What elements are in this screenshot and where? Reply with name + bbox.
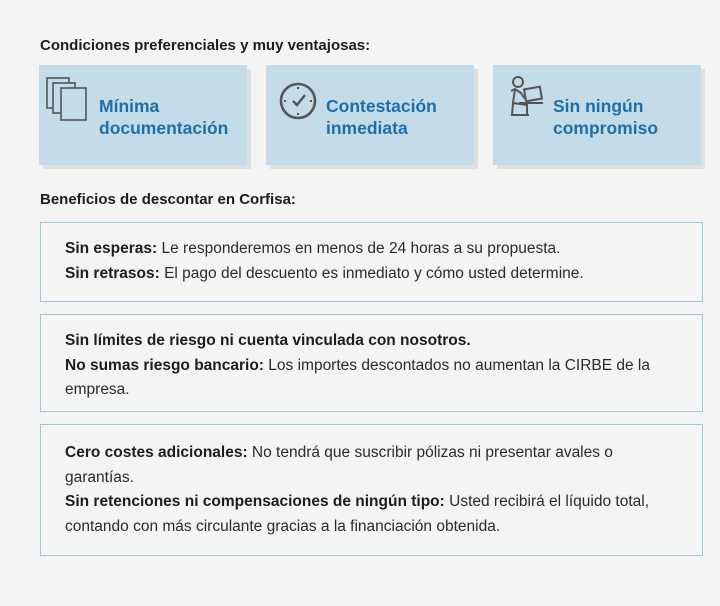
benefit-title: Sin retenciones ni compensaciones de ningún tipo: — [65, 493, 445, 510]
card-minimal-documentation — [39, 65, 247, 165]
benefit-line — [65, 490, 678, 539]
benefit-box — [40, 222, 703, 302]
benefit-line — [65, 329, 678, 354]
benefit-line — [65, 441, 678, 490]
benefit-title: Sin esperas: — [65, 240, 158, 257]
benefit-title: Sin retrasos: — [65, 264, 160, 282]
person-laptop-icon — [499, 75, 547, 123]
benefits-heading: Beneficios de descontar en Corfisa: — [40, 191, 296, 208]
benefit-text: Le responderemos en menos de 24 horas a su propuesta. — [157, 240, 561, 257]
card-label: Mínima documentación — [99, 96, 229, 138]
card-label: Sin ningún compromiso — [553, 96, 659, 138]
benefit-title: Sin límites de riesgo ni cuenta vinculada con nosotros. — [65, 332, 471, 349]
benefit-title: No sumas riesgo bancario: — [65, 356, 264, 374]
benefit-line — [65, 262, 678, 287]
benefit-text: Los importes descontados no aumentan la CIRBE de la empresa. — [65, 356, 650, 398]
benefit-text: Usted recibirá el líquido total, contando con más circulante gracias a la financiación obtenida. — [65, 493, 649, 535]
benefit-title: Cero costes adicionales: — [65, 444, 248, 461]
card-no-commitment — [493, 65, 701, 165]
card-immediate-answer — [266, 65, 474, 165]
benefit-box — [40, 424, 703, 556]
conditions-heading: Condiciones preferenciales y muy ventajosas: — [40, 37, 371, 54]
benefit-text: No tendrá que suscribir pólizas ni presentar avales o garantías. — [65, 444, 613, 486]
benefit-text: El pago del descuento es inmediato y cómo usted determine. — [159, 264, 584, 282]
benefit-line — [65, 237, 678, 262]
documents-icon — [45, 75, 93, 123]
card-label: Contestación inmediata — [326, 96, 437, 138]
benefit-line — [65, 354, 678, 403]
clock-icon — [272, 75, 320, 123]
benefit-box — [40, 314, 703, 412]
